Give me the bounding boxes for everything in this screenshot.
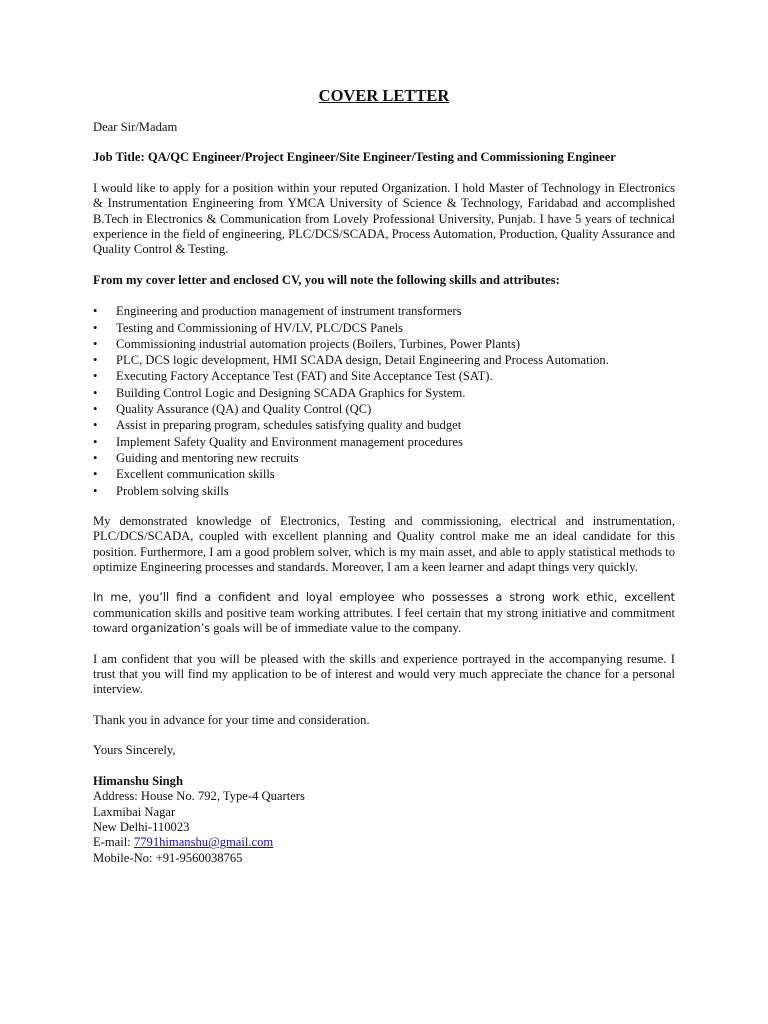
skill-text: Engineering and production management of instrument transformers [116, 304, 462, 319]
email-line [93, 835, 675, 850]
skill-text: PLC, DCS logic development, HMI SCADA design, Detail Engineering and Process Automation. [116, 353, 609, 368]
list-item [93, 450, 675, 466]
thanks-line: Thank you in advance for your time and consideration. [93, 712, 370, 727]
bullet-icon: • [93, 483, 98, 498]
employee-paragraph-part-d: goals will be of immediate value to the company. [213, 621, 462, 636]
bullet-icon: • [93, 467, 98, 482]
document-title: COVER LETTER [318, 86, 450, 105]
signature-name: Himanshu Singh [93, 773, 183, 788]
list-item [93, 336, 675, 352]
job-title: Job Title: QA/QC Engineer/Project Engineer/Site Engineer/Testing and Commissioning Engineer [93, 150, 616, 165]
employee-paragraph-part-a: In me, you’ll find a confident and loyal employee who possesses a strong work ethic, excellent [93, 591, 675, 605]
skill-text: Testing and Commissioning of HV/LV, PLC/DCS Panels [116, 320, 404, 335]
bullet-icon: • [93, 418, 98, 433]
knowledge-paragraph: My demonstrated knowledge of Electronics, Testing and commissioning, electrical and instrumentation, PLC/DCS/SCADA, coupled with excellent planning and Quality control make me an ideal candidate for this position. Furthermore, I am a good problem solver, which is my main asset, and able to apply statistical methods to optimize Engineering processes and standards. Moreover, I am a keen learner and adapt things very quickly. [93, 513, 675, 575]
skill-text: Implement Safety Quality and Environment management procedures [116, 434, 463, 449]
cover-letter-page [93, 86, 675, 866]
list-item [93, 483, 675, 499]
skill-text: Executing Factory Acceptance Test (FAT) and Site Acceptance Test (SAT). [116, 369, 493, 384]
skills-list [93, 303, 675, 499]
address-line-2: Laxmibai Nagar [93, 804, 176, 819]
closing-line: Yours Sincerely, [93, 743, 176, 758]
employee-paragraph [93, 590, 675, 636]
salutation: Dear Sir/Madam [93, 120, 178, 134]
list-item [93, 434, 675, 450]
list-item [93, 401, 675, 417]
bullet-icon: • [93, 353, 98, 368]
skills-heading: From my cover letter and enclosed CV, you will note the following skills and attributes: [93, 272, 560, 287]
list-item [93, 417, 675, 433]
bullet-icon: • [93, 402, 98, 417]
bullet-icon: • [93, 304, 98, 319]
intro-paragraph: I would like to apply for a position within your reputed Organization. I hold Master of Technology in Electronics & Instrumentation Engineering from YMCA University of Science & Technology, Faridabad and accomplished B.Tech in Electronics & Communication from Lovely Professional University, Punjab. I have 5 years of technical experience in the field of engineering, PLC/DCS/SCADA, Process Automation, Production, Quality Assurance and Quality Control & Testing. [93, 180, 675, 257]
list-item [93, 466, 675, 482]
address-line-3: New Delhi-110023 [93, 819, 190, 834]
email-label: E-mail: [93, 835, 131, 850]
skill-text: Assist in preparing program, schedules satisfying quality and budget [116, 418, 462, 433]
list-item [93, 352, 675, 368]
bullet-icon: • [93, 369, 98, 384]
list-item [93, 368, 675, 384]
skill-text: Quality Assurance (QA) and Quality Control (QC) [116, 402, 372, 417]
email-link[interactable]: 7791himanshu@gmail.com [133, 835, 274, 850]
bullet-icon: • [93, 450, 98, 465]
bullet-icon: • [93, 336, 98, 351]
list-item [93, 385, 675, 401]
skill-text: Problem solving skills [116, 483, 229, 498]
skill-text: Guiding and mentoring new recruits [116, 450, 299, 465]
skill-text: Excellent communication skills [116, 467, 275, 482]
list-item [93, 320, 675, 336]
skill-text: Commissioning industrial automation projects (Boilers, Turbines, Power Plants) [116, 336, 521, 351]
address-line-1: Address: House No. 792, Type-4 Quarters [93, 789, 305, 804]
mobile-line: Mobile-No: +91-9560038765 [93, 850, 243, 865]
bullet-icon: • [93, 385, 98, 400]
signature-block [93, 774, 675, 866]
list-item [93, 303, 675, 319]
employee-paragraph-part-c: organization’s [131, 622, 211, 636]
bullet-icon: • [93, 320, 98, 335]
bullet-icon: • [93, 434, 98, 449]
employee-paragraph-part-b: communication skills and positive team working attributes. I feel certain that my strong initiative and commitment toward [93, 605, 675, 636]
skill-text: Building Control Logic and Designing SCADA Graphics for System. [116, 385, 466, 400]
confident-paragraph: I am confident that you will be pleased with the skills and experience portrayed in the accompanying resume. I trust that you will find my application to be of interest and would very much appreciate the chance for a personal interview. [93, 651, 675, 697]
